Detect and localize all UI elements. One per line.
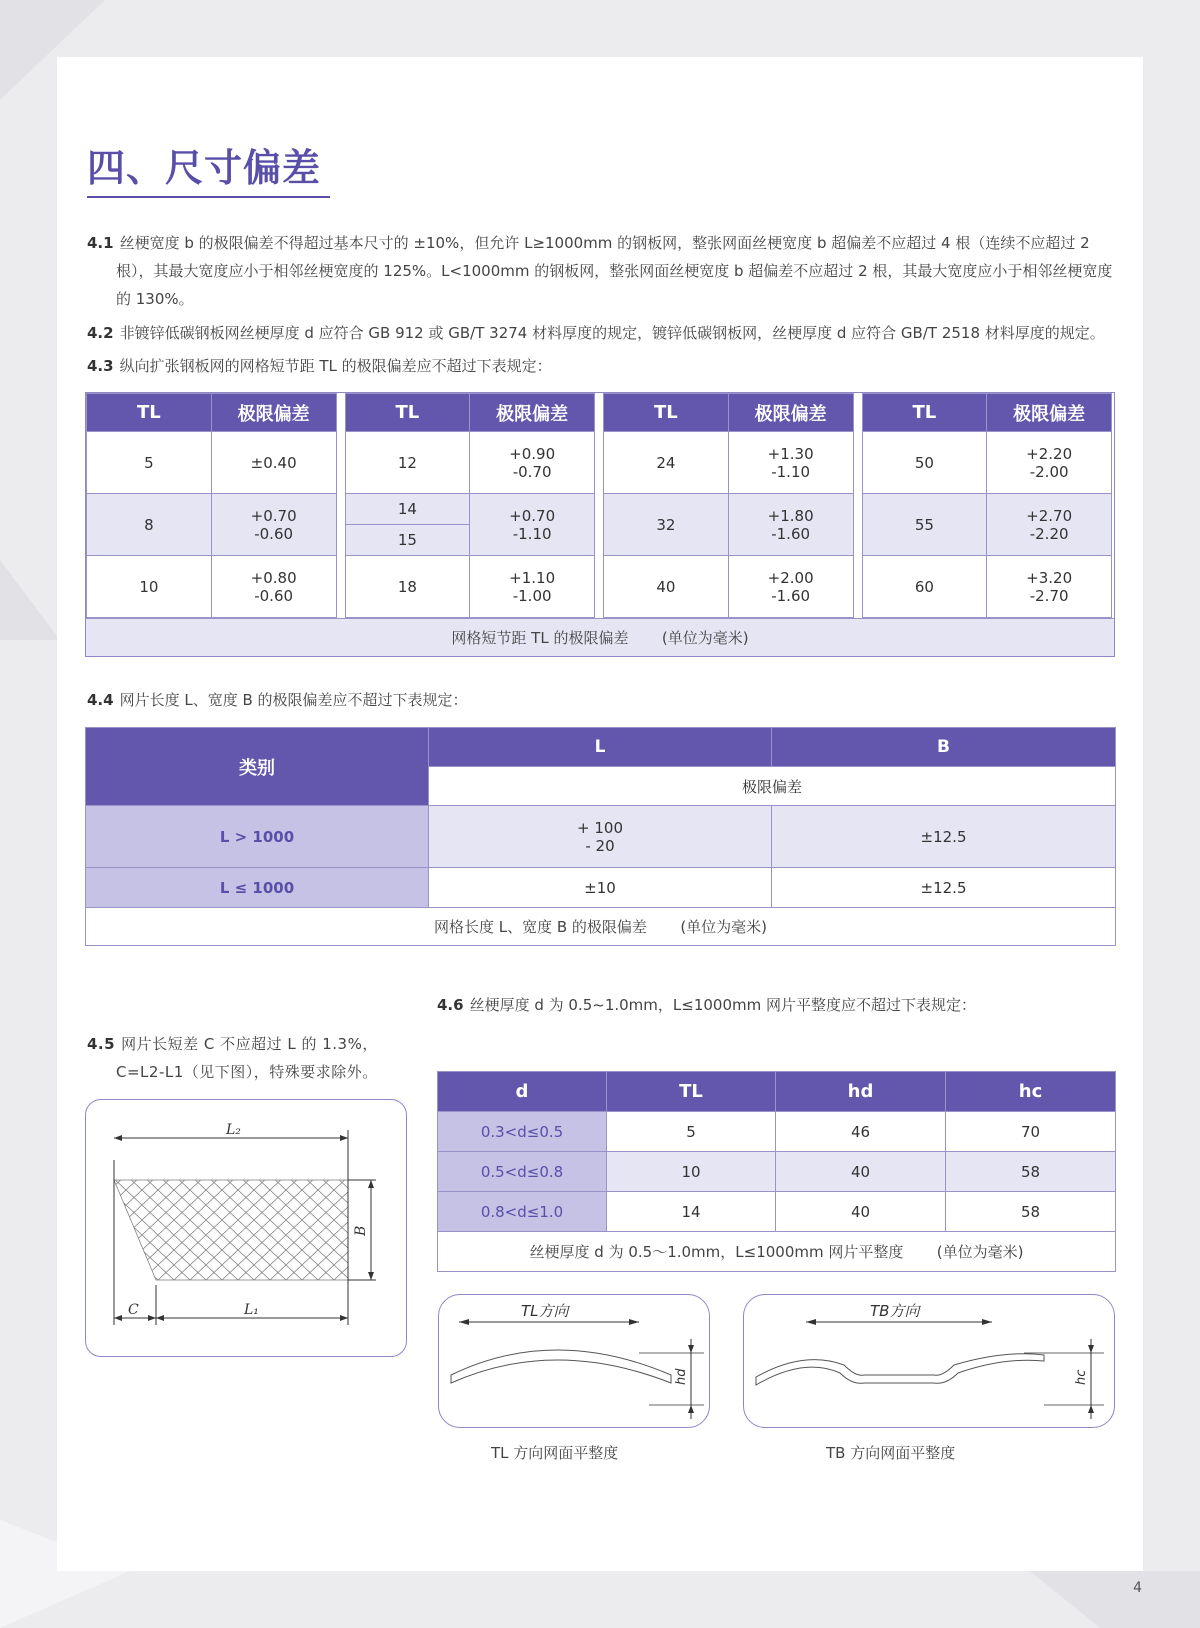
header-tl: TL bbox=[87, 394, 212, 432]
section-text: 网片长度 L、宽度 B 的极限偏差应不超过下表规定： bbox=[119, 691, 468, 709]
tl-table-group-2 bbox=[345, 393, 596, 618]
tb-flatness-diagram bbox=[743, 1294, 1115, 1428]
tl-deviation: +2.70 -2.20 bbox=[987, 494, 1112, 556]
tl-value: 50 bbox=[862, 432, 987, 494]
header-deviation: 极限偏差 bbox=[728, 394, 853, 432]
tl-deviation: +2.00 -1.60 bbox=[728, 556, 853, 618]
section-number: 4.2 bbox=[87, 324, 114, 342]
tb-wave-shape bbox=[756, 1354, 1044, 1385]
section-number: 4.3 bbox=[87, 357, 114, 375]
tl-deviation: +0.90 -0.70 bbox=[470, 432, 595, 494]
tl-flatness-caption: TL 方向网面平整度 bbox=[491, 1444, 619, 1462]
section-text: 丝梗厚度 d 为 0.5~1.0mm，L≤1000mm 网片平整度应不超过下表规定： bbox=[469, 996, 976, 1014]
L-deviation: + 100 - 20 bbox=[429, 806, 772, 868]
header-category: 类别 bbox=[86, 728, 429, 806]
tb-flatness-caption: TB 方向网面平整度 bbox=[826, 1444, 956, 1462]
tl-value: 10 bbox=[87, 556, 212, 618]
hc-value: 58 bbox=[946, 1152, 1116, 1192]
tl-flatness-diagram bbox=[438, 1294, 710, 1428]
hd-value: 40 bbox=[776, 1152, 946, 1192]
mesh-sheet bbox=[114, 1180, 348, 1280]
section-4-1 bbox=[87, 229, 1123, 313]
tl-deviation: +1.30 -1.10 bbox=[728, 432, 853, 494]
tb-direction-label: TB方向 bbox=[870, 1302, 920, 1320]
tl-value: 5 bbox=[87, 432, 212, 494]
section-number: 4.5 bbox=[87, 1035, 116, 1053]
d-range: 0.5<d≤0.8 bbox=[438, 1152, 607, 1192]
category-cell: L > 1000 bbox=[86, 806, 429, 868]
tl-arch-shape bbox=[451, 1350, 671, 1383]
tl-value: 60 bbox=[862, 556, 987, 618]
tl-deviation: +0.80 -0.60 bbox=[211, 556, 336, 618]
tl-value: 14 bbox=[345, 494, 470, 525]
tl-value: 8 bbox=[87, 494, 212, 556]
section-4-6 bbox=[437, 991, 1117, 1019]
tl-deviation: +0.70 -1.10 bbox=[470, 494, 595, 556]
section-4-5 bbox=[87, 1030, 407, 1086]
d-range: 0.8<d≤1.0 bbox=[438, 1192, 607, 1232]
tl-value: 40 bbox=[604, 556, 729, 618]
tl-deviation: +1.10 -1.00 bbox=[470, 556, 595, 618]
tl-value: 12 bbox=[345, 432, 470, 494]
hd-value: 40 bbox=[776, 1192, 946, 1232]
section-number: 4.6 bbox=[437, 996, 464, 1014]
header-deviation: 极限偏差 bbox=[429, 767, 1116, 806]
tl-deviation: +2.20 -2.00 bbox=[987, 432, 1112, 494]
hc-value: 70 bbox=[946, 1112, 1116, 1152]
header-hd: hd bbox=[776, 1072, 946, 1112]
b-label: B bbox=[353, 1225, 369, 1236]
B-deviation: ±12.5 bbox=[772, 806, 1116, 868]
tl-deviation: +0.70 -0.60 bbox=[211, 494, 336, 556]
tl-value: 15 bbox=[345, 525, 470, 556]
l2-label: L₂ bbox=[226, 1122, 241, 1138]
section-text: 纵向扩张钢板网的网格短节距 TL 的极限偏差应不超过下表规定： bbox=[119, 357, 552, 375]
table-row bbox=[438, 1112, 1116, 1152]
length-difference-diagram bbox=[85, 1099, 407, 1357]
tl-table-caption: 网格短节距 TL 的极限偏差 (单位为毫米) bbox=[86, 618, 1114, 656]
section-4-4 bbox=[87, 686, 1123, 714]
page-number: 4 bbox=[1133, 1580, 1142, 1596]
tl-deviation: +3.20 -2.70 bbox=[987, 556, 1112, 618]
hc-value: 58 bbox=[946, 1192, 1116, 1232]
header-B: B bbox=[772, 728, 1116, 767]
section-text: 非镀锌低碳钢板网丝梗厚度 d 应符合 GB 912 或 GB/T 3274 材料厚度的规定，镀锌低碳钢板网，丝梗厚度 d 应符合 GB/T 2518 材料厚度的规定。 bbox=[119, 324, 1105, 342]
header-d: d bbox=[438, 1072, 607, 1112]
flatness-table-caption: 丝梗厚度 d 为 0.5～1.0mm，L≤1000mm 网片平整度 (单位为毫米) bbox=[438, 1232, 1116, 1272]
header-tl: TL bbox=[862, 394, 987, 432]
header-hc: hc bbox=[946, 1072, 1116, 1112]
tl-deviation-table bbox=[85, 392, 1115, 657]
header-tl: TL bbox=[604, 394, 729, 432]
section-4-2 bbox=[87, 319, 1123, 347]
tl-deviation: ±0.40 bbox=[211, 432, 336, 494]
hd-value: 46 bbox=[776, 1112, 946, 1152]
section-4-3 bbox=[87, 352, 1123, 380]
c-label: C bbox=[128, 1302, 139, 1318]
table-row bbox=[438, 1192, 1116, 1232]
tl-direction-label: TL方向 bbox=[521, 1302, 569, 1320]
table-row bbox=[438, 1152, 1116, 1192]
tl-value: 24 bbox=[604, 432, 729, 494]
tl-table-group-3 bbox=[603, 393, 854, 618]
category-cell: L ≤ 1000 bbox=[86, 868, 429, 908]
tl-value: 55 bbox=[862, 494, 987, 556]
title-underline bbox=[87, 196, 330, 198]
lb-table-caption: 网格长度 L、宽度 B 的极限偏差 (单位为毫米) bbox=[86, 908, 1116, 946]
mesh-diagram-svg bbox=[86, 1100, 408, 1358]
page-title: 四、尺寸偏差 bbox=[87, 146, 322, 190]
section-text: 网片长短差 C 不应超过 L 的 1.3%，C=L2-L1（见下图），特殊要求除外。 bbox=[116, 1035, 378, 1081]
hc-label: hc bbox=[1074, 1369, 1089, 1385]
L-deviation: ±10 bbox=[429, 868, 772, 908]
header-deviation: 极限偏差 bbox=[987, 394, 1112, 432]
tl-value: 10 bbox=[607, 1152, 776, 1192]
tl-value: 18 bbox=[345, 556, 470, 618]
header-deviation: 极限偏差 bbox=[470, 394, 595, 432]
tl-table-group-1 bbox=[86, 393, 337, 618]
tl-value: 14 bbox=[607, 1192, 776, 1232]
section-text: 丝梗宽度 b 的极限偏差不得超过基本尺寸的 ±10%，但允许 L≥1000mm 的钢板网，整张网面丝梗宽度 b 超偏差不应超过 4 根（连续不应超过 2 根），其最大宽度应小于相邻丝梗宽度的 125%。L<1000mm 的钢板网，整张网面丝梗宽度 b 超偏差不应超过 2 根，其最大宽度应小于相邻丝梗宽度的 130%。 bbox=[116, 234, 1113, 308]
section-number: 4.4 bbox=[87, 691, 114, 709]
tl-table-group-4 bbox=[862, 393, 1113, 618]
page bbox=[57, 57, 1143, 1571]
tl-value: 32 bbox=[604, 494, 729, 556]
B-deviation: ±12.5 bbox=[772, 868, 1116, 908]
header-deviation: 极限偏差 bbox=[211, 394, 336, 432]
tl-value: 5 bbox=[607, 1112, 776, 1152]
section-number: 4.1 bbox=[87, 234, 114, 252]
d-range: 0.3<d≤0.5 bbox=[438, 1112, 607, 1152]
hd-label: hd bbox=[674, 1368, 689, 1385]
header-tl: TL bbox=[345, 394, 470, 432]
flatness-table bbox=[437, 1071, 1116, 1272]
l1-label: L₁ bbox=[244, 1302, 259, 1318]
header-tl: TL bbox=[607, 1072, 776, 1112]
tl-deviation: +1.80 -1.60 bbox=[728, 494, 853, 556]
length-width-deviation-table bbox=[85, 727, 1116, 946]
header-L: L bbox=[429, 728, 772, 767]
